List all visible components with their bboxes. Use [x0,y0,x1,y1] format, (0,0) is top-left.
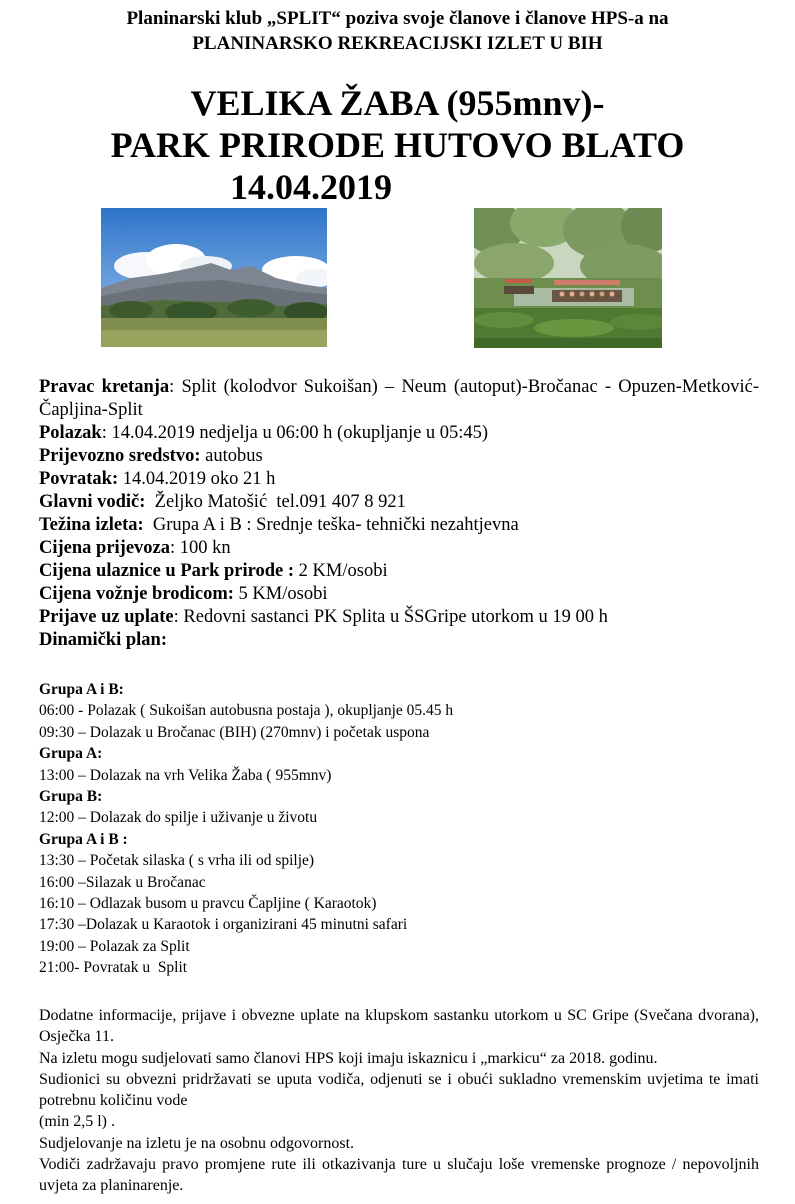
additional-info-paragraph: Sudjelovanje na izletu je na osobnu odgovornost. [39,1134,355,1152]
trip-info [39,376,759,652]
boat-safari-photo [474,208,662,348]
info-transport-price [39,537,759,560]
schedule-group-heading: Grupa A i B: [39,681,124,698]
info-guide [39,491,759,514]
schedule [39,679,759,979]
info-route [39,376,759,422]
info-park-ticket-value: 2 KM/osobi [294,561,388,581]
schedule-item: 16:10 – Odlazak busom u pravcu Čapljine ( Karaotok) [39,895,377,913]
info-return-label: Povratak: [39,469,119,489]
additional-info-paragraph: Dodatne informacije, prijave i obvezne uplate na klupskom sastanku utorkom u SC Gripe (Svečana dvorana), Osječka 11. [39,1007,759,1046]
additional-info-paragraph: Sudionici su obvezni pridržavati se uputa vodiča, odjenuti se i obući sukladno vremenskim uvjetima te imati potrebnu količinu vode [39,1070,759,1110]
info-transport-price-label: Cijena prijevoza [39,538,171,558]
info-guide-label: Glavni vodič: [39,492,146,512]
additional-info-paragraph: (min 2,5 l) . [39,1113,115,1131]
info-guide-value: Željko Matošić tel.091 407 8 921 [145,492,406,512]
info-route-label: Pravac kretanja [39,377,170,397]
schedule-group-heading: Grupa A: [39,745,103,763]
info-dynamic-plan-label: Dinamički plan: [39,630,167,650]
additional-info-paragraph: Na izletu mogu sudjelovati samo članovi HPS koji imaju iskaznicu i „markicu“ za 2018. godinu. [39,1049,658,1067]
schedule-item: 09:30 – Dolazak u Bročanac (BIH) (270mnv) i početak uspona [39,723,430,741]
info-registration [39,606,759,629]
schedule-item: 16:00 –Silazak u Bročanac [39,873,206,891]
trip-date: 14.04.2019 [230,167,392,207]
info-departure-label: Polazak [39,423,102,443]
info-transport-value: autobus [200,446,263,466]
schedule-item: 21:00- Povratak u Split [39,959,188,977]
info-return-value: 14.04.2019 oko 21 h [118,469,276,489]
info-transport [39,445,759,468]
info-boat-price [39,583,759,606]
info-departure-value: : 14.04.2019 nedjelja u 06:00 h (okupljanje u 05:45) [101,423,489,443]
info-difficulty [39,514,759,537]
info-transport-label: Prijevozno sredstvo: [39,446,201,466]
schedule-group-heading: Grupa A i B : [39,830,128,848]
info-return [39,468,759,491]
trip-type-heading: PLANINARSKO REKREACIJSKI IZLET U BIH [192,33,603,54]
info-difficulty-label: Težina izleta: [39,515,144,535]
title-line-1: VELIKA ŽABA (955mnv)- [190,83,605,123]
info-difficulty-value: Grupa A i B : Srednje teška- tehnički nezahtjevna [143,515,519,535]
invitation-line: Planinarski klub „SPLIT“ poziva svoje članove i članove HPS-a na [126,8,669,29]
info-transport-price-value: : 100 kn [170,538,231,558]
info-boat-price-value: 5 KM/osobi [233,584,328,604]
schedule-item: 13:30 – Početak silaska ( s vrha ili od spilje) [39,852,315,870]
info-boat-price-label: Cijena vožnje brodicom: [39,584,234,604]
schedule-item: 19:00 – Polazak za Split [39,937,190,955]
info-park-ticket [39,560,759,583]
info-registration-label: Prijave uz uplate [39,607,174,627]
schedule-item: 06:00 - Polazak ( Sukoišan autobusna postaja ), okupljanje 05.45 h [39,702,454,720]
schedule-item: 17:30 –Dolazak u Karaotok i organizirani 45 minutni safari [39,916,408,934]
info-route-value: : Split (kolodvor Sukoišan) – Neum (autoput)-Bročanac - Opuzen-Metković-Čapljina-Split [39,377,759,420]
info-dynamic-plan [39,629,759,652]
mountain-photo [101,208,327,347]
schedule-group-heading: Grupa B: [39,788,103,806]
schedule-item: 12:00 – Dolazak do spilje i uživanje u životu [39,809,318,827]
additional-info-paragraph: Vodiči zadržavaju pravo promjene rute ili otkazivanja ture u slučaju loše vremenske prognoze / nepovoljnih uvjeta za planinarenje. [39,1156,759,1195]
info-registration-value: : Redovni sastanci PK Splita u ŠSGripe utorkom u 19 00 h [173,607,608,627]
info-departure [39,422,759,445]
schedule-item: 13:00 – Dolazak na vrh Velika Žaba ( 955mnv) [39,766,332,784]
info-park-ticket-label: Cijena ulaznice u Park prirode : [39,561,295,581]
title-line-2: PARK PRIRODE HUTOVO BLATO [110,125,685,165]
additional-info [39,1005,759,1197]
